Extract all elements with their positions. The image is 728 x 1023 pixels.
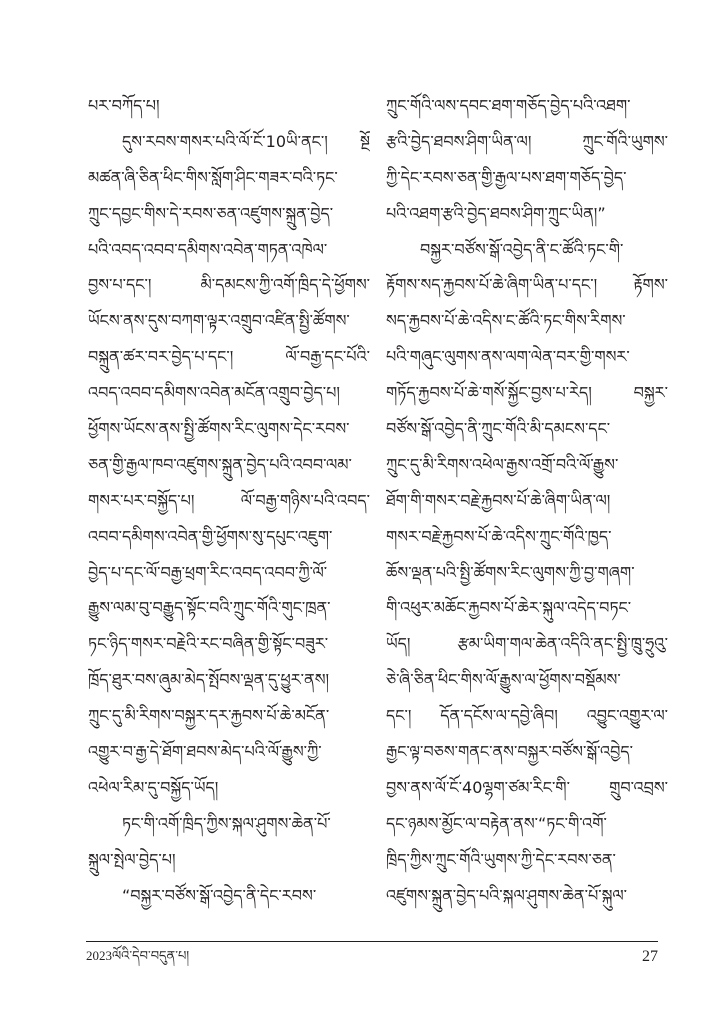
text-line: རྒྱང་ལྟ་བཅས་གནང་ནས་བསྐྱར་བཙོས་སྒོ་འབྱེད་ xyxy=(386,742,633,762)
text-line: རྩའི་བྱེད་ཐབས་ཤིག་ཡིན་ལ། ཀྲུང་གོའི་ཡུགས་ xyxy=(386,131,668,151)
text-line: འབད་འབབ་དམིགས་འབེན་མངོན་འགྲུབ་བྱེད་པ། xyxy=(88,383,340,403)
text-line: གསར་པར་བསྐྱོད་པ། ལོ་བརྒྱ་གཉིས་པའི་འབད་ xyxy=(88,490,370,510)
right-text-column xyxy=(386,88,668,913)
text-line: པའི་འབད་འབབ་དམིགས་འབེན་གཏན་འཁེལ་ xyxy=(88,239,328,259)
left-text-column xyxy=(88,88,370,913)
text-line: ཀྱི་དེང་རབས་ཅན་གྱི་རྒྱལ་པས་ཐག་གཅོད་བྱེད་ xyxy=(386,167,627,187)
text-line: ཀྲུང་གོའི་ལས་དབང་ཐག་གཅོད་བྱེད་པའི་འཐག་ xyxy=(386,96,631,115)
text-line: ཡོད། རྩམ་ཡིག་གལ་ཆེན་འདིའི་ནང་སྤྱི་ཁྲུ་ཧྲུའུ་ xyxy=(386,634,668,654)
text-line: བྱས་པ་དང་། མི་དམངས་ཀྱི་འགོ་ཁྲིད་དེ་ཕྱོགས་ xyxy=(88,275,370,295)
page-number: 27 xyxy=(642,948,658,965)
text-line: ཏང་ཉིད་གསར་བརྗེའི་རང་བཞིན་གྱི་སྟོང་བཟུར་ xyxy=(88,634,329,654)
text-line: བསྐྲུན་ཚར་བར་བྱེད་པ་དང་། ལོ་བརྒྱ་དང་པོའི་ xyxy=(88,347,370,367)
text-line: པར་བཀོད་པ། xyxy=(88,96,160,115)
text-line: ཁྲོད་ཐུར་བས་ཞུམ་མེད་སྤོབས་ལྡན་དུ་ཕྱུར་ནས། xyxy=(88,670,330,690)
text-line: ཕྱོགས་ཡོངས་ནས་སྤྱི་ཚོགས་རིང་ལུགས་དེང་རབས་ xyxy=(88,419,350,439)
text-line: པའི་འཐག་རྩའི་བྱེད་ཐབས་ཤིག་ཀྲུང་ཡིན།” xyxy=(386,203,606,223)
text-line: བཙོས་སྒོ་འབྱེད་ནི་ཀྲུང་གོའི་མི་དམངས་དང་ xyxy=(386,419,611,439)
text-line: ཡོངས་ནས་དུས་བཀག་ལྟར་འགྲུབ་འཛིན་སྤྱི་ཚོགས་ xyxy=(88,311,350,331)
text-line: དུས་རབས་གསར་པའི་ལོ་ངོ་10ཡི་ནང་། སྔོ xyxy=(122,131,370,151)
text-line: ཀྲུང་དབྱང་གིས་དེ་རབས་ཅན་འཛུགས་སྐྲུན་བྱེད་ xyxy=(88,203,334,223)
text-line: ཁྲིད་ཀྱིས་ཀྲུང་གོའི་ཡུགས་ཀྱི་དེང་རབས་ཅན་ xyxy=(386,849,616,869)
text-line: ཀྲུང་དུ་མི་རིགས་བསྐྱར་དར་རྐྱབས་པོ་ཆེ་མངོན་ xyxy=(88,706,330,726)
footer-divider xyxy=(86,941,658,942)
text-line: གསར་བརྗེ་རྐྱབས་པོ་ཆེ་འདིས་ཀྲུང་གོའི་ཁྱད་ xyxy=(386,526,612,546)
text-line: ཐོག་གི་གསར་བརྗེ་རྐྱབས་པོ་ཆེ་ཞིག་ཡིན་ལ། xyxy=(386,490,611,510)
text-line: པའི་གཞུང་ལུགས་ནས་ལག་ལེན་བར་གྱི་གསར་ xyxy=(386,347,630,367)
text-line: ཅེ་ཞི་ཅིན་ཕིང་གིས་ལོ་རྒྱུས་ལ་ཕྱོགས་བསྡོམས་ xyxy=(386,670,621,690)
text-line: མཚན་ཞི་ཅིན་ཕིང་གིས་སློག་ཤིང་གཟར་བའི་ཏང་ xyxy=(88,167,338,187)
footer-issue-label: 2023ལོའི་དེབ་བདུན་པ། xyxy=(86,948,190,963)
text-line: སད་རྐྱབས་པོ་ཆེ་འདིས་ང་ཚོའི་ཏང་གིས་རིགས་ xyxy=(386,311,626,331)
text-line: “བསྐྱར་བཙོས་སྒོ་འབྱེད་ནི་དེང་རབས་ xyxy=(122,885,317,905)
text-line: ཀྲུང་དུ་མི་རིགས་འཕེལ་རྒྱས་འགྲོ་བའི་ལོ་རྒྱུས་ xyxy=(386,454,619,474)
text-line: འབབ་དམིགས་འབེན་གྱི་ཕྱོགས་སུ་དཔུང་འཇུག་ xyxy=(88,526,333,546)
text-line: འཛུགས་སྐྲུན་བྱེད་པའི་སྐལ་ཤུགས་ཆེན་པོ་སྐུལ་ xyxy=(386,885,628,905)
text-line: འགྱུར་བ་རྒྱ་དེ་ཐོག་ཐབས་མེད་པའི་ལོ་རྒྱུས་ཀྱི་ xyxy=(88,742,322,762)
text-line: གཏོད་རྐྱབས་པོ་ཆེ་གསོ་སྐྱོང་བྱས་པ་རེད། བསྐྱར་ xyxy=(386,383,668,403)
text-line: བསྐྱར་བཙོས་སྒོ་འབྱེད་ནི་ང་ཚོའི་ཏང་གི་ xyxy=(420,239,624,259)
text-line: ཏང་གི་འགོ་ཁྲིད་ཀྱིས་སྐལ་ཤུགས་ཆེན་པོ་ xyxy=(122,813,331,833)
text-line: སྐྲུལ་སྤེལ་བྱེད་པ། xyxy=(88,849,176,869)
text-line: ཅན་གྱི་རྒྱལ་ཁབ་འཛུགས་སྐྲུན་བྱེད་པའི་འབབ་ལམ་ xyxy=(88,454,352,474)
text-line: དང་ཉམས་མྱོང་ལ་བརྟེན་ནས་“ཏང་གི་འགོ་ xyxy=(386,813,607,833)
text-line: བྱས་ནས་ལོ་ངོ་40ལྷག་ཙམ་རིང་གི་ གྲུབ་འབྲས་ xyxy=(386,777,668,797)
text-line: གི་འཕུར་མཆོང་རྐྱབས་པོ་ཆེར་སྐུལ་འདེད་བཏང་ xyxy=(386,598,632,618)
text-line: འཕེལ་རིམ་དུ་བསྐྱོད་ཡོད། xyxy=(88,777,219,797)
text-line: རྒྱུས་ལམ་བུ་བརྒྱུད་སྟོང་བའི་ཀྲུང་གོའི་གུང་ཁྲན་ xyxy=(88,598,331,618)
text-line: བྱེད་པ་དང་ལོ་བརྒྱ་ཕྲག་རིང་འབད་འབབ་ཀྱི་ལོ་ xyxy=(88,562,328,582)
text-line: ཆོས་ལྡན་པའི་སྤྱི་ཚོགས་རིང་ལུགས་ཀྱི་བྱ་གཞག་ xyxy=(386,562,635,582)
text-line: དང་། དོན་དངོས་ལ་དབྱེ་ཞིབ། འབྱུང་འགྱུར་ལ་ xyxy=(386,706,668,726)
text-line: རྟོགས་སད་རྐྱབས་པོ་ཆེ་ཞིག་ཡིན་པ་དང་། རྟོགས་ xyxy=(386,275,668,295)
